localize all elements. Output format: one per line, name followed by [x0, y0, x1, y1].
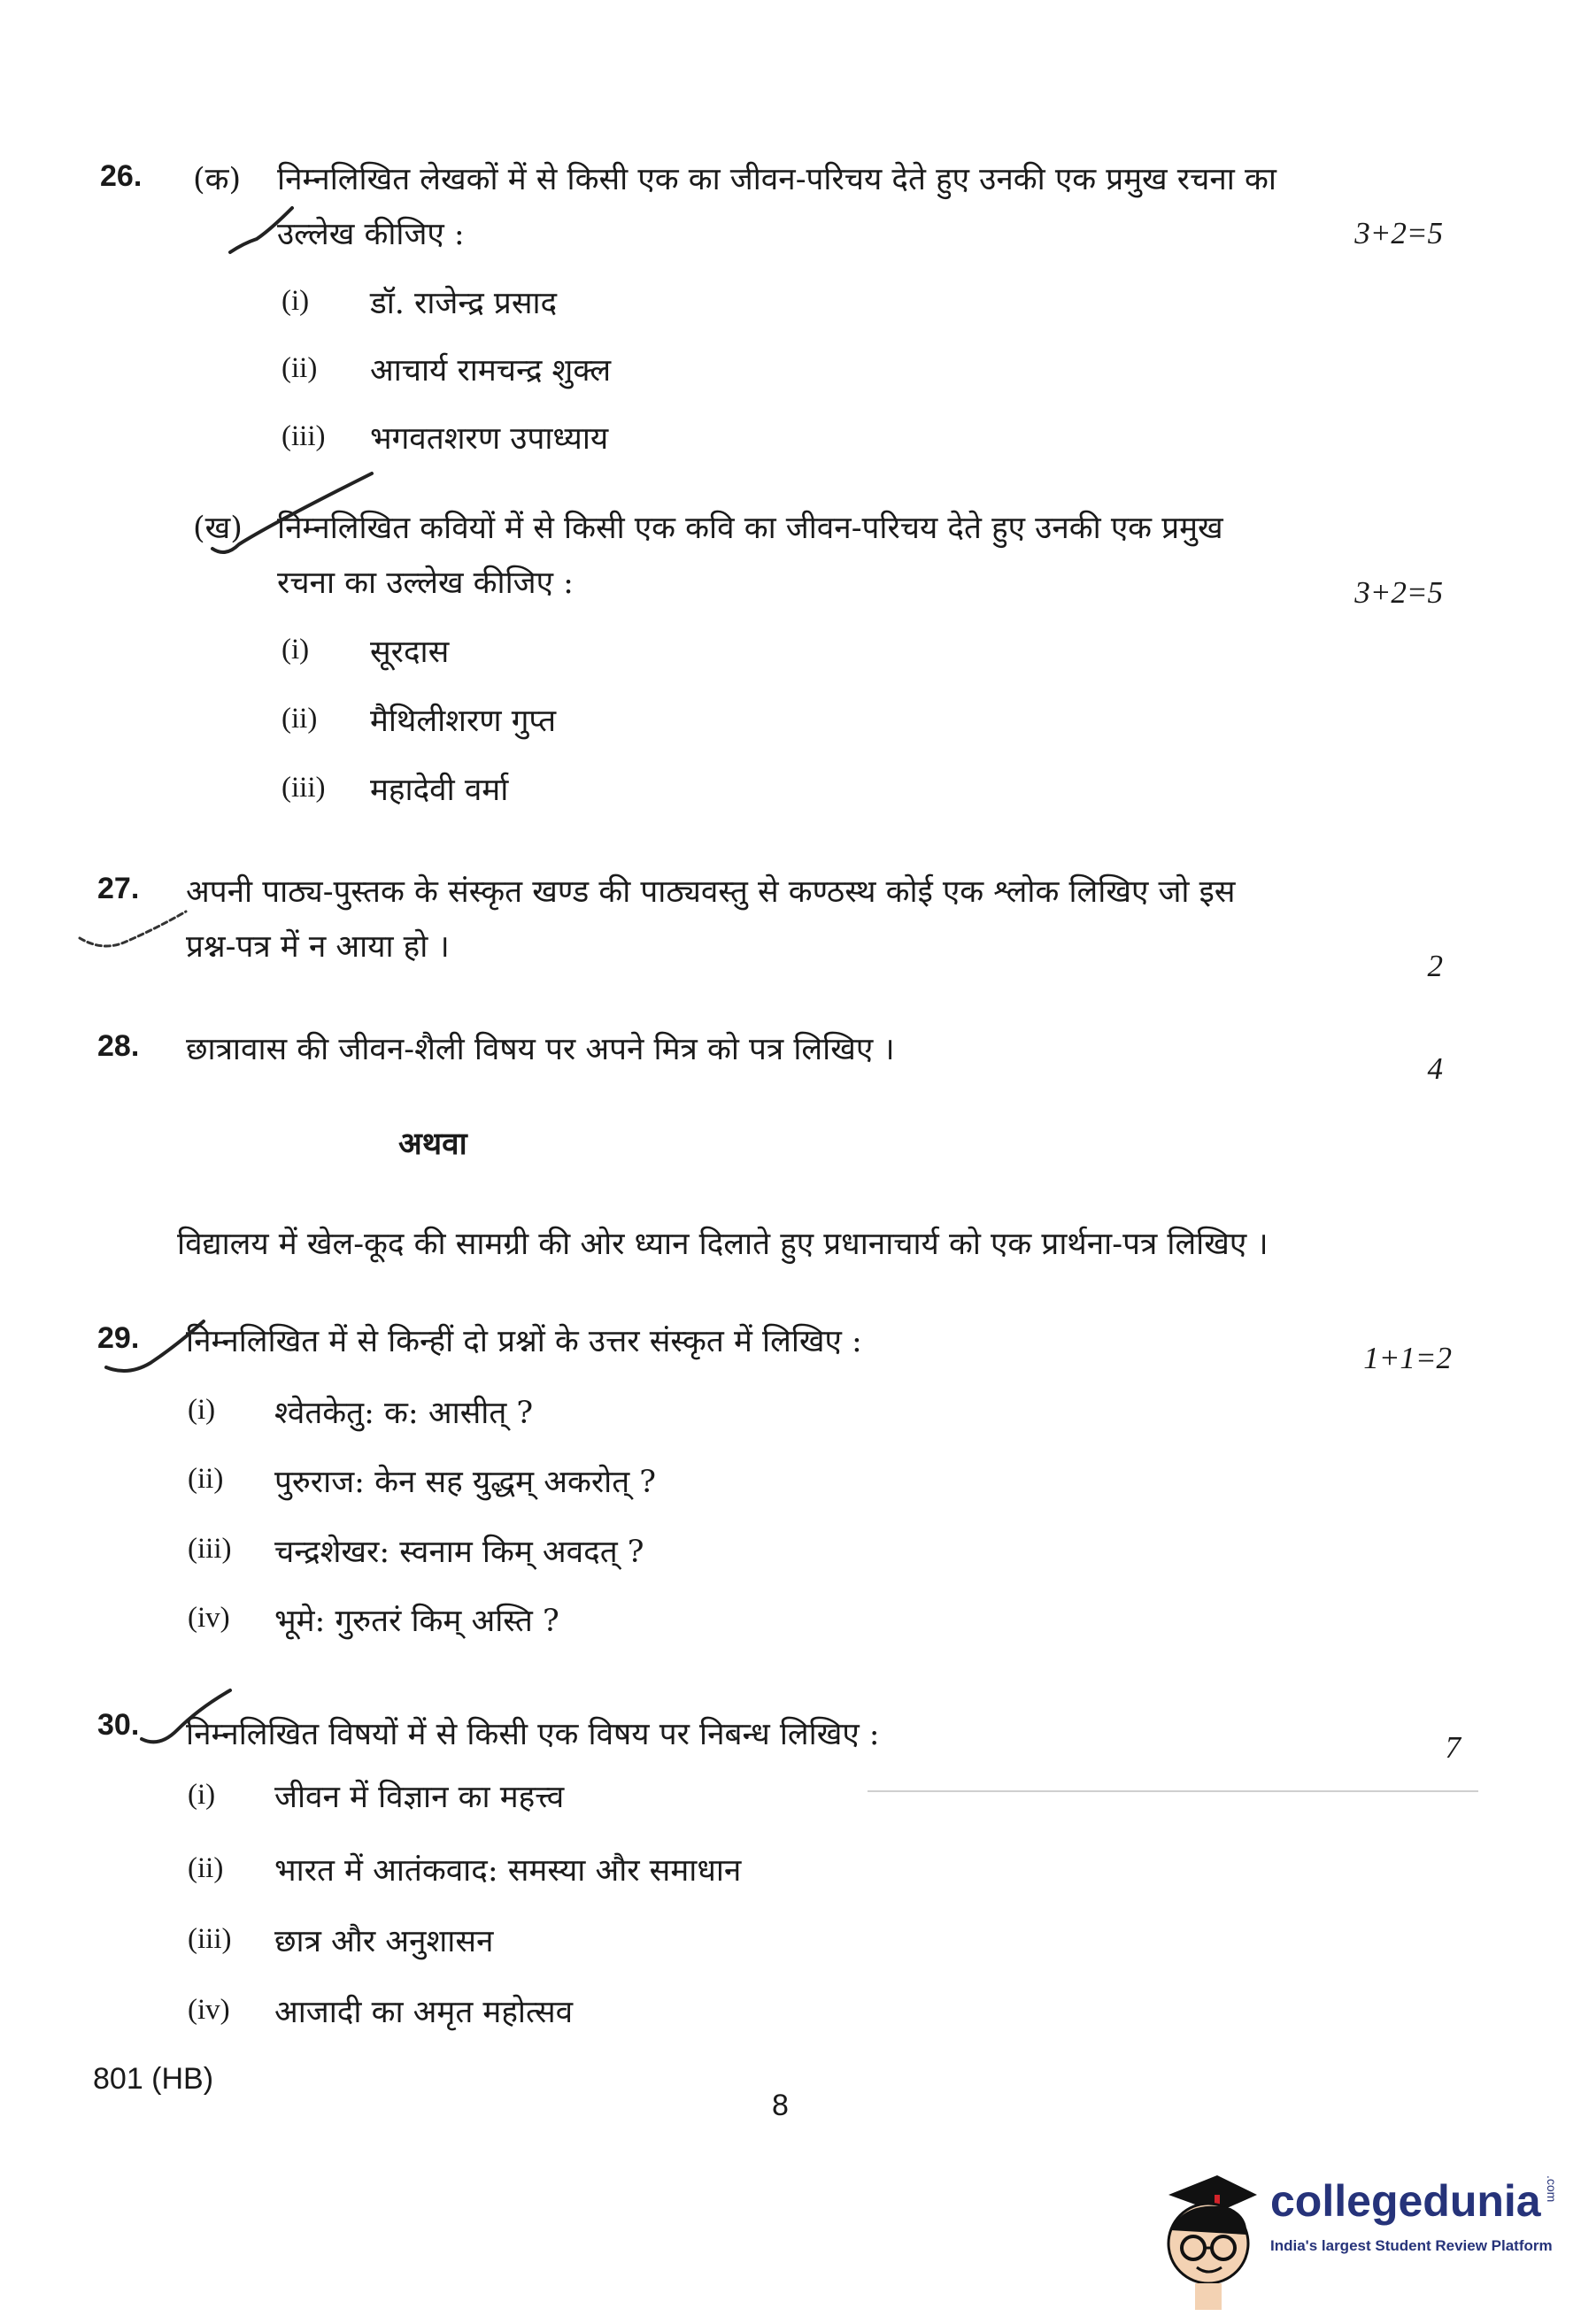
q26b-marks: 3+2=5	[1354, 575, 1443, 610]
q27-number: 27.	[97, 872, 140, 905]
q30-line1: निम्नलिखित विषयों में से किसी एक विषय पर निबन्ध लिखिए :	[186, 1717, 880, 1752]
q26b-opt1-num: (i)	[281, 634, 310, 666]
q26b-opt3-text: महादेवी वर्मा	[370, 773, 509, 808]
page-number: 8	[772, 2089, 789, 2122]
q28-or-label: अथवा	[398, 1126, 467, 1162]
q28-number: 28.	[97, 1029, 140, 1063]
q26b-line1: निम्नलिखित कवियों में से किसी एक कवि का जीवन-परिचय देते हुए उनकी एक प्रमुख	[277, 511, 1223, 546]
q30-opt4-text: आजादी का अमृत महोत्सव	[274, 1995, 574, 2030]
tick-mark-q26b	[204, 469, 381, 566]
tick-mark-q26a	[226, 204, 297, 265]
q26b-opt2-num: (ii)	[281, 703, 318, 735]
q30-opt3-text: छात्र और अनुशासन	[274, 1924, 494, 1959]
q30-opt3-num: (iii)	[188, 1923, 232, 1955]
q28-line1: छात्रावास की जीवन-शैली विषय पर अपने मित्र को पत्र लिखिए ।	[186, 1032, 895, 1067]
q30-opt1-text: जीवन में विज्ञान का महत्त्व	[274, 1780, 565, 1815]
collegedunia-mascot-logo	[1151, 2159, 1266, 2319]
tick-mark-q29	[102, 1314, 208, 1385]
q30-number: 30.	[97, 1708, 140, 1742]
q26a-opt1-text: डॉ. राजेन्द्र प्रसाद	[370, 286, 558, 321]
q27-marks: 2	[1427, 949, 1443, 983]
q29-marks: 1+1=2	[1363, 1341, 1452, 1375]
q30-opt1-num: (i)	[188, 1779, 216, 1811]
q29-opt1-num: (i)	[188, 1394, 216, 1426]
q26a-line1: निम्नलिखित लेखकों में से किसी एक का जीवन-परिचय देते हुए उनकी एक प्रमुख रचना का	[277, 162, 1276, 197]
q30-opt2-text: भारत में आतंकवाद: समस्या और समाधान	[274, 1853, 742, 1889]
tick-mark-q27	[75, 903, 190, 956]
q26-number: 26.	[100, 159, 143, 193]
brand-name: collegedunia	[1270, 2176, 1541, 2226]
tick-mark-q30	[137, 1686, 235, 1757]
q26b-opt1-text: सूरदास	[370, 635, 450, 670]
q29-opt3-text: चन्द्रशेखर: स्वनाम किम् अवदत् ?	[274, 1535, 644, 1570]
q29-number: 29.	[97, 1321, 140, 1355]
q26a-opt2-text: आचार्य रामचन्द्र शुक्ल	[370, 353, 612, 389]
q29-opt3-num: (iii)	[188, 1533, 232, 1565]
q28-alt: विद्यालय में खेल-कूद की सामग्री की ओर ध्यान दिलाते हुए प्रधानाचार्य को एक प्रार्थना-पत्र लिखिए ।	[177, 1227, 1269, 1262]
q29-line1: निम्नलिखित में से किन्हीं दो प्रश्नों के उत्तर संस्कृत में लिखिए :	[186, 1324, 862, 1359]
q26b-line2: रचना का उल्लेख कीजिए :	[277, 566, 574, 601]
q26a-marks: 3+2=5	[1354, 216, 1443, 250]
q26a-opt1-num: (i)	[281, 285, 310, 317]
q26a-line2: उल्लेख कीजिए :	[277, 217, 465, 252]
brand-tagline: India's largest Student Review Platform	[1270, 2237, 1553, 2254]
q26b-opt2-text: मैथिलीशरण गुप्त	[370, 704, 557, 739]
q26b-label: (ख)	[193, 511, 243, 546]
q29-opt4-num: (iv)	[188, 1602, 230, 1634]
q29-opt4-text: भूमे: गुरुतरं किम् अस्ति ?	[274, 1604, 559, 1639]
q30-marks: 7	[1445, 1730, 1461, 1765]
q29-opt2-num: (ii)	[188, 1463, 224, 1495]
q26b-opt3-num: (iii)	[281, 772, 326, 804]
q27-line2: प्रश्न-पत्र में न आया हो ।	[186, 929, 450, 965]
right-divider-line	[868, 1790, 1478, 1792]
q26a-opt3-num: (iii)	[281, 420, 326, 452]
q30-opt4-num: (iv)	[188, 1994, 230, 2026]
paper-code: 801 (HB)	[93, 2062, 214, 2096]
q29-opt1-text: श्वेतकेतु: क: आसीत् ?	[274, 1396, 534, 1431]
q26a-opt3-text: भगवतशरण उपाध्याय	[370, 421, 609, 457]
q29-opt2-text: पुरुराज: केन सह युद्धम् अकरोत् ?	[274, 1465, 657, 1500]
brand-suffix: .com	[1545, 2175, 1559, 2203]
q27-line1: अपनी पाठ्य-पुस्तक के संस्कृत खण्ड की पाठ्यवस्तु से कण्ठस्थ कोई एक श्लोक लिखिए जो इस	[186, 874, 1236, 910]
q28-marks: 4	[1427, 1051, 1443, 1086]
q26a-opt2-num: (ii)	[281, 352, 318, 384]
q26a-label: (क)	[193, 162, 242, 197]
q30-opt2-num: (ii)	[188, 1852, 224, 1884]
